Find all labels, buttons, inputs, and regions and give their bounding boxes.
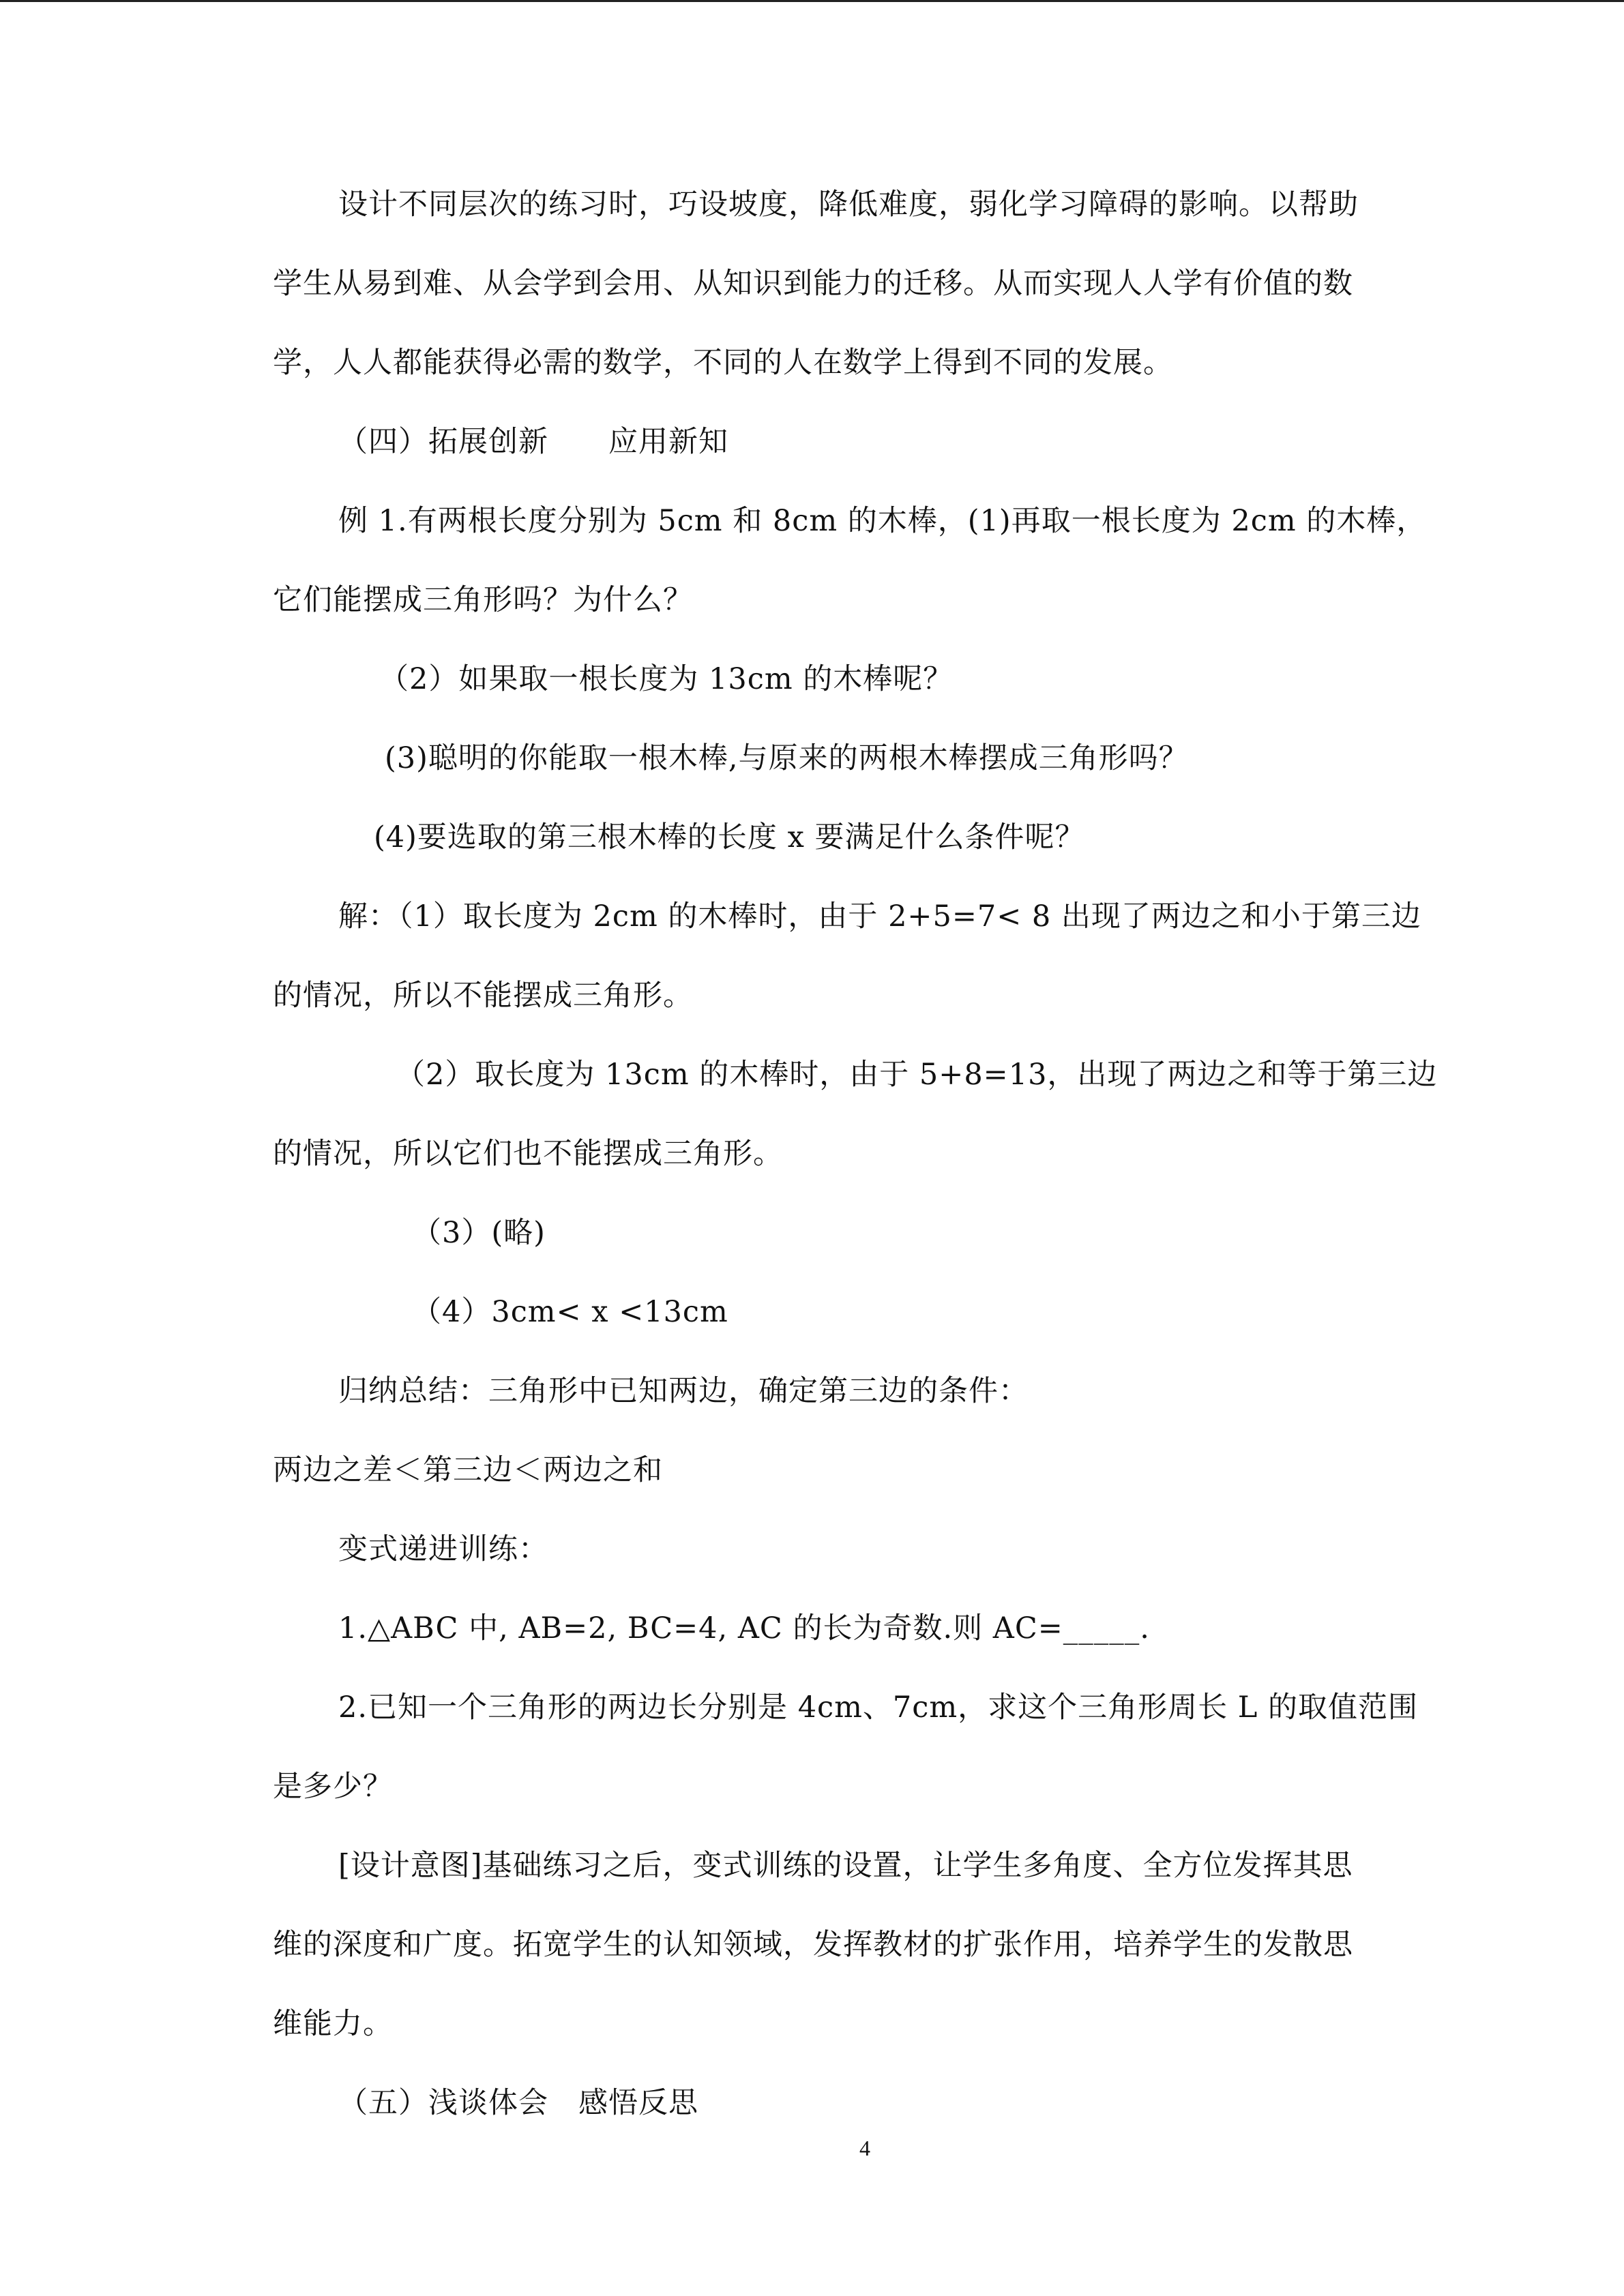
solution-line: 的情况，所以它们也不能摆成三角形。 (273, 1137, 783, 1171)
example-line: 它们能摆成三角形吗？为什么？ (273, 583, 693, 617)
example-line: 例 1.有两根长度分别为 5cm 和 8cm 的木棒，(1)再取一根长度为 2cm 的木棒， (338, 504, 1427, 538)
paragraph-line: 学，人人都能获得必需的数学，不同的人在数学上得到不同的发展。 (273, 346, 1173, 380)
variant-title: 变式递进训练： (338, 1532, 548, 1566)
variant-exercise-1: 1.△ABC 中, AB=2, BC=4, AC 的长为奇数.则 AC=_____. (338, 1611, 1150, 1645)
solution-line: 的情况，所以不能摆成三角形。 (273, 979, 693, 1013)
page-number: 4 (859, 2136, 870, 2160)
paragraph-line: 设计不同层次的练习时，巧设坡度，降低难度，弱化学习障碍的影响。以帮助 (338, 188, 1359, 222)
design-intent-line: [设计意图]基础练习之后，变式训练的设置，让学生多角度、全方位发挥其思 (338, 1849, 1353, 1883)
paragraph-line: 学生从易到难、从会学到会用、从知识到能力的迁移。从而实现人人学有价值的数 (273, 267, 1353, 301)
solution-line: 解：（1）取长度为 2cm 的木棒时，由于 2+5=7< 8 出现了两边之和小于第三边 (338, 899, 1421, 934)
variant-exercise-2: 2.已知一个三角形的两边长分别是 4cm、7cm，求这个三角形周长 L 的取值范围 (338, 1690, 1419, 1725)
summary-rule: 两边之差＜第三边＜两边之和 (273, 1453, 663, 1487)
summary-line: 归纳总结：三角形中已知两边，确定第三边的条件： (338, 1374, 1029, 1408)
solution-line: （3）(略) (412, 1216, 546, 1250)
example-question-2: （2）如果取一根长度为 13cm 的木棒呢？ (379, 662, 954, 696)
design-intent-line: 维的深度和广度。拓宽学生的认知领域，发挥教材的扩张作用，培养学生的发散思 (273, 1928, 1353, 1962)
variant-exercise-2: 是多少？ (273, 1770, 393, 1804)
section-heading-4: （四）拓展创新 应用新知 (338, 425, 728, 459)
design-intent-line: 维能力。 (273, 2007, 393, 2041)
example-question-3: (3)聪明的你能取一根木棒,与原来的两根木棒摆成三角形吗？ (385, 741, 1189, 775)
solution-line: （2）取长度为 13cm 的木棒时，由于 5+8=13，出现了两边之和等于第三边 (396, 1058, 1438, 1092)
section-heading-5: （五）浅谈体会 感悟反思 (338, 2086, 698, 2120)
solution-line: （4）3cm< x <13cm (412, 1295, 728, 1329)
example-question-4: (4)要选取的第三根木棒的长度 x 要满足什么条件呢？ (374, 820, 1085, 854)
